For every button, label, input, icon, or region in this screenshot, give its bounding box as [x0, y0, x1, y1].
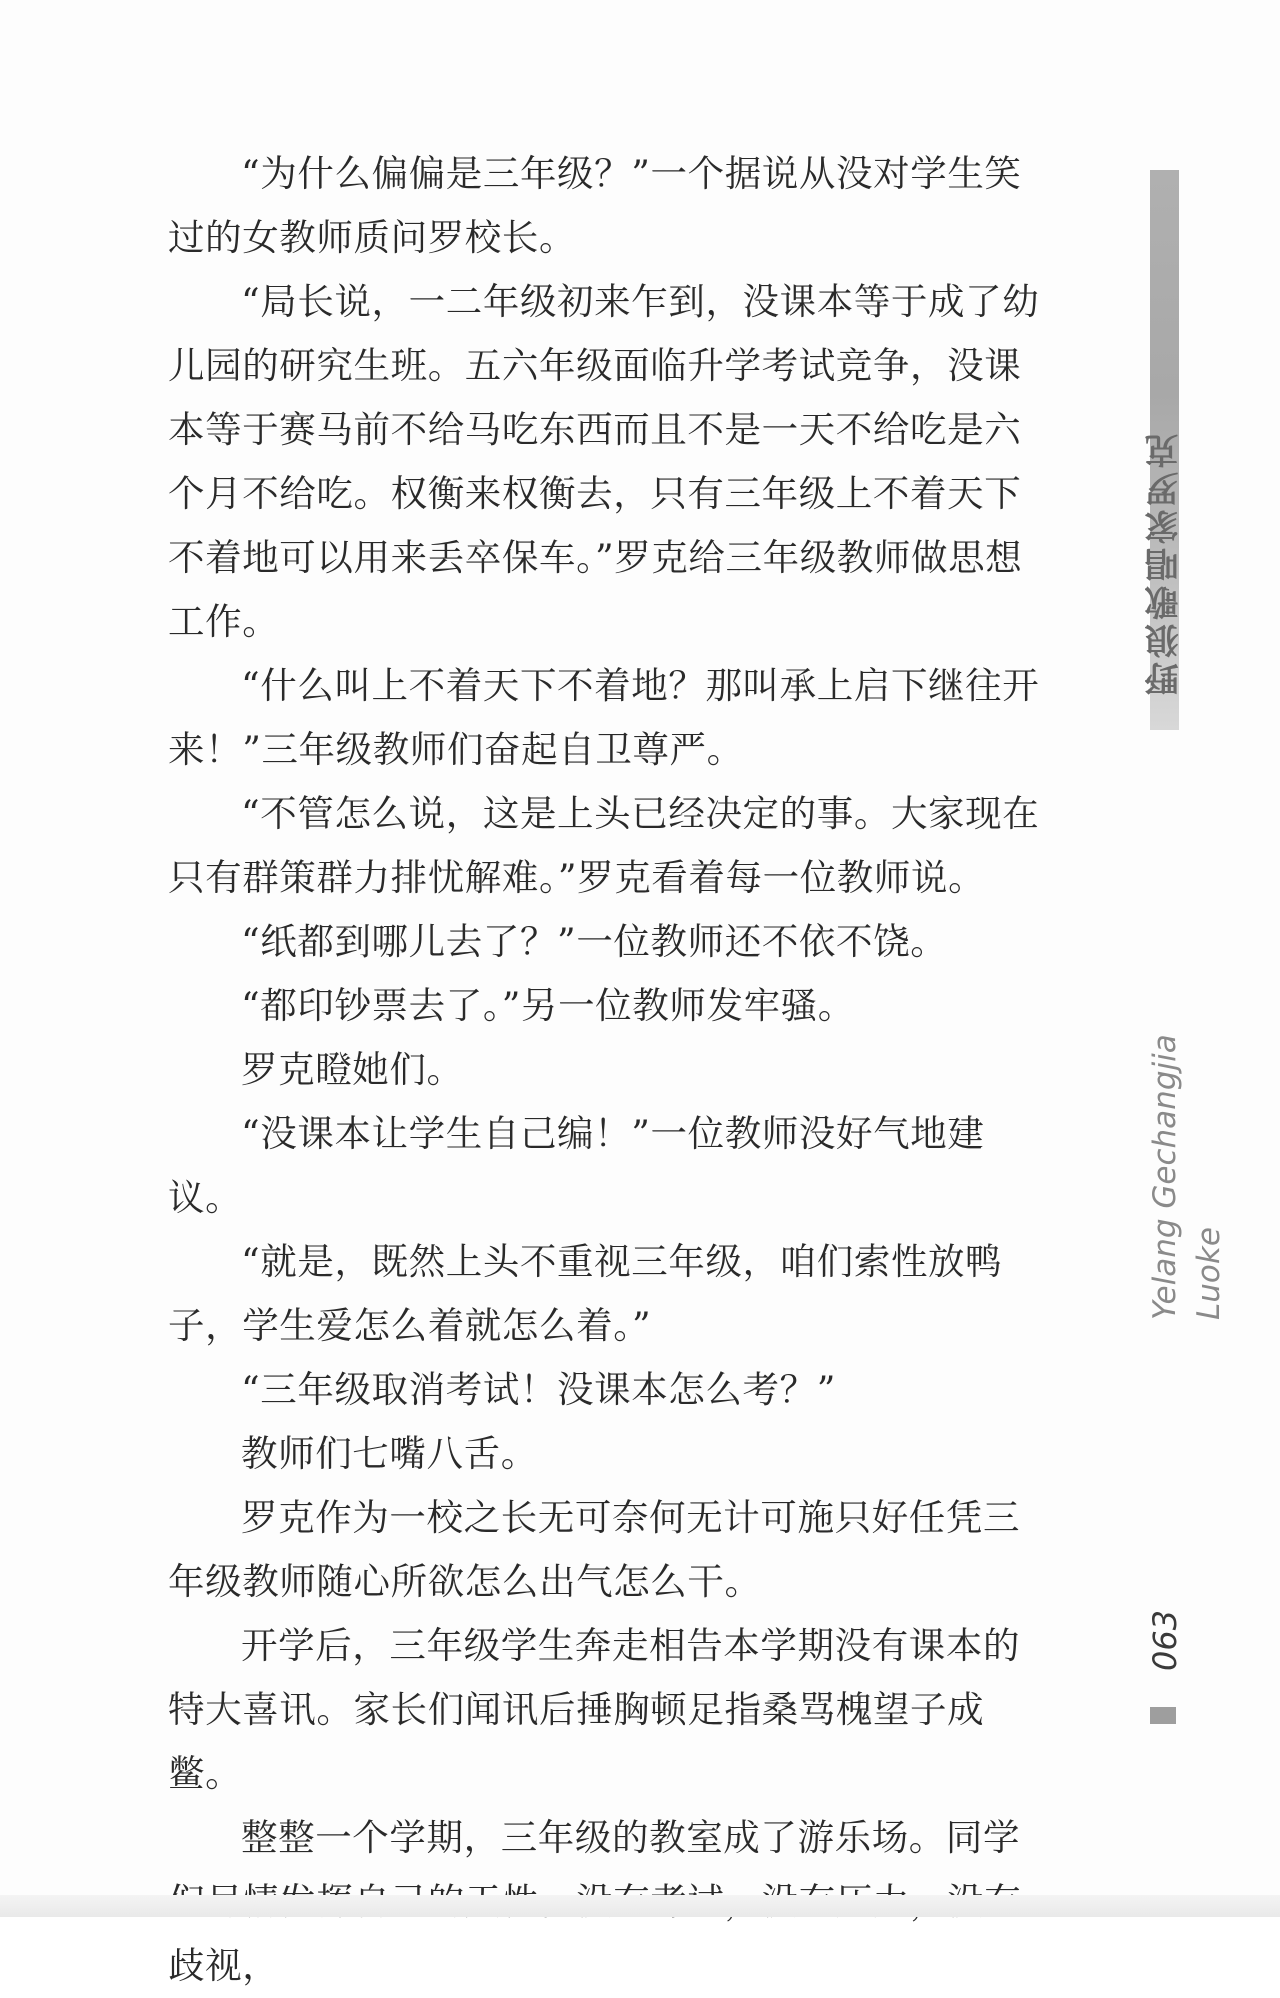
running-head-title: 野狼歌唱家罗克 — [1145, 430, 1185, 696]
paragraph: “纸都到哪儿去了？”一位教师还不依不饶。 — [241, 920, 948, 963]
paragraph: “没课本让学生自己编！”一位教师没好气地建议。 — [168, 1112, 985, 1219]
paragraph: “都印钞票去了。”另一位教师发牢骚。 — [241, 984, 855, 1027]
paragraph: 罗克作为一校之长无可奈何无计可施只好任凭三年级教师随心所欲怎么出气怎么干。 — [168, 1496, 1021, 1603]
paragraph: 教师们七嘴八舌。 — [241, 1432, 538, 1475]
paragraph: 罗克瞪她们。 — [241, 1048, 464, 1091]
running-head-pinyin: Yelang Gechangjia Luoke — [1147, 1034, 1227, 1320]
paragraph: “为什么偏偏是三年级？”一个据说从没对学生笑过的女教师质问罗校长。 — [168, 152, 1022, 259]
paragraph: “不管怎么说，这是上头已经决定的事。大家现在只有群策群力排忧解难。”罗克看着每一位教师说。 — [168, 792, 1040, 899]
paragraph: “局长说，一二年级初来乍到，没课本等于成了幼儿园的研究生班。五六年级面临升学考试竞争，没课本等于赛马前不给马吃东西而且不是一天不给吃是六个月不给吃。权衡来权衡去，只有三年级上不着天下不着地可以用来丢卒保车。”罗克给三年级教师做思想工作。 — [168, 280, 1040, 643]
paragraph: “就是，既然上头不重视三年级，咱们索性放鸭子，学生爱怎么着就怎么着。” — [168, 1240, 1003, 1347]
page-number: 063 — [1146, 1609, 1184, 1671]
body-text — [168, 142, 1044, 1998]
scan-edge — [0, 1895, 1280, 1917]
paragraph: “三年级取消考试！没课本怎么考？” — [241, 1368, 837, 1411]
paragraph: 开学后，三年级学生奔走相告本学期没有课本的特大喜讯。家长们闻讯后捶胸顿足指桑骂槐望子成鳖。 — [168, 1624, 1021, 1795]
paragraph: “什么叫上不着天下不着地？那叫承上启下继往开来！”三年级教师们奋起自卫尊严。 — [168, 664, 1040, 771]
page-marker — [1150, 1707, 1176, 1724]
paragraph: 整整一个学期，三年级的教室成了游乐场。同学 歧视， — [168, 1816, 1021, 1987]
